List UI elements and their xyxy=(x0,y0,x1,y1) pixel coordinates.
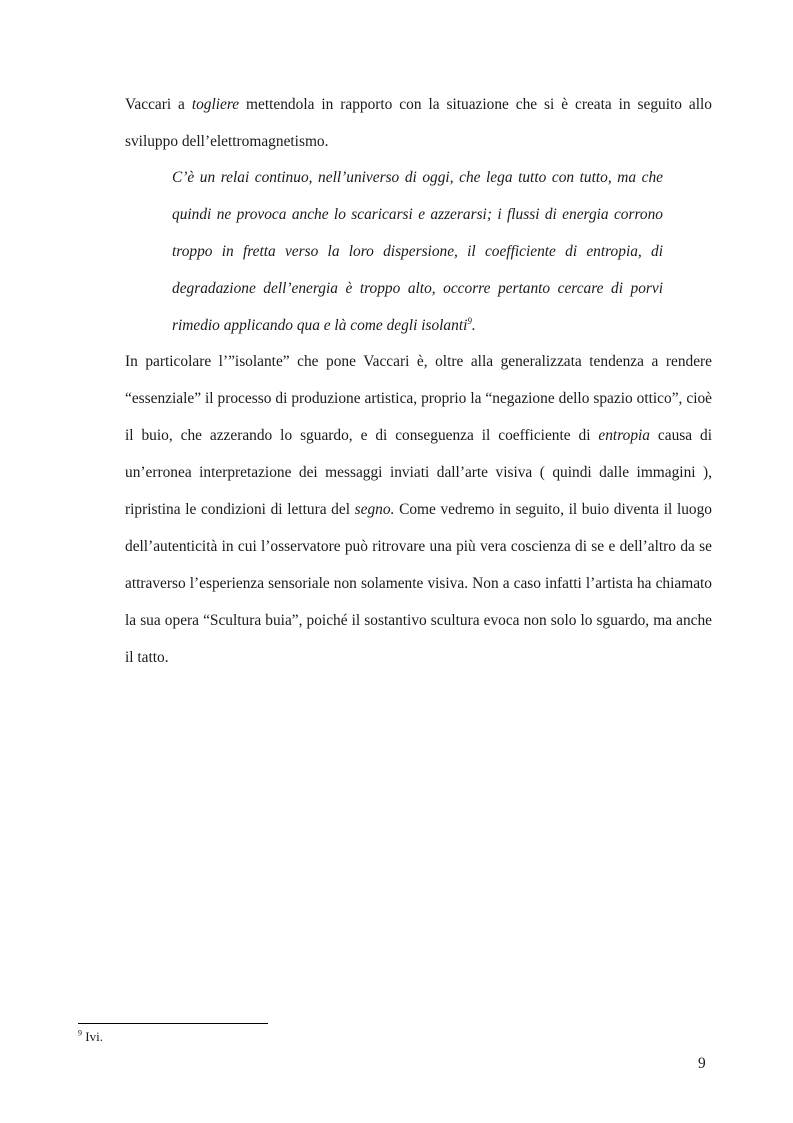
paragraph-main-text-1: In particolare l’”isolante” che pone Vaccari è, oltre alla generalizzata tendenza a rendere “essenziale” il processo di produzione artistica, proprio la “negazione dello spazio ottico”, cioè il buio, che azzerando lo sguardo, e di conseguenza il coefficiente di xyxy=(125,353,712,444)
paragraph-intro-text-2: mettendola in rapporto con la situazione che si è creata in seguito allo sviluppo dell’elettromagnetismo. xyxy=(125,96,712,150)
paragraph-main-emphasis-entropia: entropia xyxy=(598,427,650,444)
paragraph-intro-text-1: Vaccari a xyxy=(125,96,192,113)
paragraph-main-text-2: causa di un’erronea interpretazione dei messaggi inviati dall’arte visiva ( quindi dalle immagini ), ripristina le condizioni di lettura del xyxy=(125,427,712,518)
block-quote-text: C’è un relai continuo, nell’universo di oggi, che lega tutto con tutto, ma che quindi ne provoca anche lo scaricarsi e azzerarsi; i flussi di energia corrono troppo in fretta verso la loro dispersione, il coefficiente di entropia, di degradazione dell’energia è troppo alto, occorre pertanto cercare di porvi rimedio applicando qua e là come degli isolanti xyxy=(172,169,663,334)
footnote-separator xyxy=(78,1023,268,1024)
paragraph-intro-emphasis: togliere xyxy=(191,96,240,113)
paragraph-main xyxy=(125,343,712,676)
footnote-text: Ivi. xyxy=(82,1029,103,1044)
footnote-reference[interactable]: 9 xyxy=(467,315,472,326)
paragraph-intro xyxy=(125,86,712,160)
paragraph-main-emphasis-segno: segno. xyxy=(354,501,395,518)
page-number: 9 xyxy=(698,1055,706,1072)
footnote-number: 9 xyxy=(78,1028,82,1038)
block-quote xyxy=(172,159,663,344)
footnote xyxy=(78,1029,103,1045)
block-quote-end: . xyxy=(471,317,476,334)
paragraph-main-text-3: Come vedremo in seguito, il buio diventa il luogo dell’autenticità in cui l’osservatore può ritrovare una più vera coscienza di se e dell’altro da se attraverso l’esperienza sensoriale non solamente visiva. Non a caso infatti l’artista ha chiamato la sua opera “Scultura buia”, poiché il sostantivo scultura evoca non solo lo sguardo, ma anche il tatto. xyxy=(125,501,713,666)
